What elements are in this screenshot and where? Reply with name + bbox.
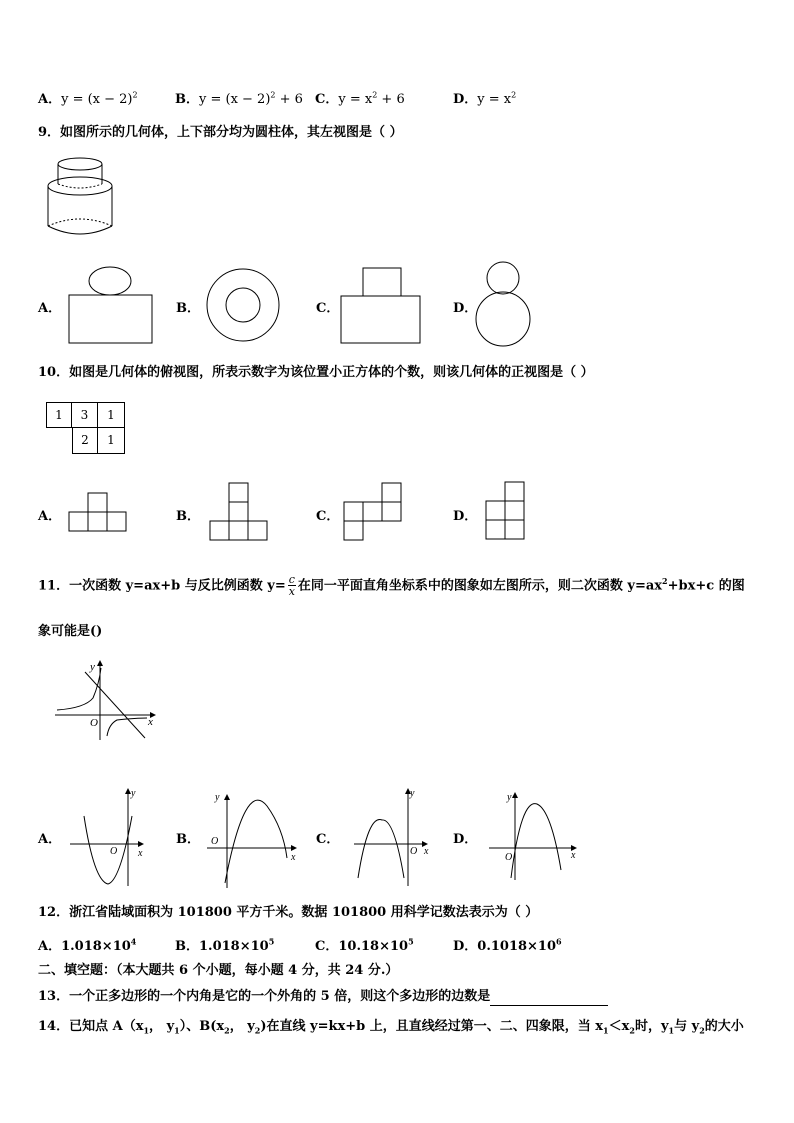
svg-text:O: O bbox=[90, 717, 98, 729]
q11-option-b-graph bbox=[205, 788, 305, 890]
q9-option-c-figure bbox=[340, 267, 424, 347]
fraction-c-over-x: $\frac{c}{x}$ bbox=[288, 573, 295, 599]
grid-cell: 3 bbox=[72, 402, 98, 428]
q11-label-d: D． bbox=[453, 832, 478, 847]
q8-option-c: C．$y = x^2 + 6$ bbox=[315, 90, 405, 107]
q10-top-view-grid bbox=[46, 402, 126, 454]
q11-label-c: C． bbox=[316, 832, 340, 847]
q10-option-d-figure bbox=[485, 481, 527, 543]
q9-label-d: D． bbox=[453, 301, 478, 316]
q8-option-b: B．$y = (x - 2)^2 + 6$ bbox=[175, 90, 303, 107]
grid-cell: 1 bbox=[46, 402, 72, 428]
q10-option-c-figure bbox=[343, 482, 405, 544]
q9-label-b: B． bbox=[176, 301, 200, 316]
section-heading-fill-in: 二、填空题：（本大题共 6 个小题，每小题 4 分，共 24 分.） bbox=[38, 963, 399, 978]
svg-text:y: y bbox=[90, 661, 95, 673]
q12-option-b: B．$1.018\times 10^5$ bbox=[175, 936, 275, 954]
svg-text:x: x bbox=[424, 846, 429, 857]
grid-cell: 1 bbox=[98, 402, 125, 428]
q10-option-b-figure bbox=[209, 482, 271, 544]
q11-label-a: A． bbox=[38, 832, 62, 847]
svg-text:x: x bbox=[571, 850, 576, 861]
q8-option-d: D．$y = x^2$ bbox=[453, 90, 517, 107]
q9-cylinder-figure bbox=[40, 150, 120, 240]
q13-question: 13．一个正多边形的一个内角是它的一个外角的 5 倍，则这个多边形的边数是 bbox=[38, 988, 608, 1006]
q10-label-c: C． bbox=[316, 509, 340, 524]
svg-text:x: x bbox=[148, 716, 153, 728]
q12-option-d: D．$0.1018\times 10^6$ bbox=[453, 936, 562, 954]
svg-text:y: y bbox=[215, 792, 220, 803]
svg-text:y: y bbox=[507, 792, 512, 803]
q9-option-a-figure bbox=[66, 265, 156, 347]
svg-text:y: y bbox=[410, 788, 415, 799]
q10-label-d: D． bbox=[453, 509, 478, 524]
q12-option-c: C．$10.18\times 10^5$ bbox=[315, 936, 414, 954]
q12-option-a: A．$1.018\times 10^4$ bbox=[38, 936, 137, 954]
q10-option-a-figure bbox=[68, 492, 128, 534]
q14-question: 14．已知点 $A(x_1$， $y_1$）、$B(x_2$， $y_2$)在直线 y=kx+b 上，且直线经过第一、二、四象限，当 $x_1<x_2$时，$y_1$与 $y_2$的大小 bbox=[38, 1019, 744, 1036]
svg-text:x: x bbox=[291, 852, 296, 863]
q11-option-a-graph bbox=[68, 786, 154, 888]
grid-cell: 1 bbox=[98, 428, 125, 454]
q11-option-d-graph bbox=[487, 788, 583, 884]
q9-label-c: C． bbox=[316, 301, 340, 316]
q9-option-d-figure bbox=[476, 261, 536, 349]
q9-label-a: A． bbox=[38, 301, 62, 316]
svg-text:O: O bbox=[211, 836, 219, 847]
q8-option-a: A．$y = (x - 2)^2$ bbox=[38, 90, 138, 107]
q11-option-c-graph bbox=[352, 786, 442, 888]
svg-text:O: O bbox=[410, 846, 418, 857]
answer-blank[interactable] bbox=[490, 991, 608, 1006]
svg-text:y: y bbox=[131, 788, 136, 799]
q10-question: 10．如图是几何体的俯视图，所表示数字为该位置小正方体的个数，则该几何体的正视图是（ ） bbox=[38, 365, 594, 380]
q11-reference-graph bbox=[55, 660, 165, 740]
q11-question-line2: 象可能是() bbox=[38, 624, 103, 639]
q12-question: 12．浙江省陆域面积为 101800 平方千米。数据 101800 用科学记数法表示为（ ） bbox=[38, 905, 539, 920]
q10-label-b: B． bbox=[176, 509, 200, 524]
svg-text:O: O bbox=[110, 846, 118, 857]
q9-question: 9．如图所示的几何体，上下部分均为圆柱体，其左视图是（ ） bbox=[38, 125, 403, 140]
q10-label-a: A． bbox=[38, 509, 62, 524]
svg-text:x: x bbox=[138, 848, 143, 859]
q11-question-line1: 11．一次函数 y=ax+b 与反比例函数 y= $\frac{c}{x}$ 在同一平面直角坐标系中的图象如左图所示，则二次函数 $y=ax^2+bx+c$ 的图 bbox=[38, 573, 745, 599]
grid-cell: 2 bbox=[72, 428, 98, 454]
svg-text:O: O bbox=[505, 852, 513, 863]
q9-option-b-figure bbox=[205, 267, 281, 343]
q11-label-b: B． bbox=[176, 832, 200, 847]
